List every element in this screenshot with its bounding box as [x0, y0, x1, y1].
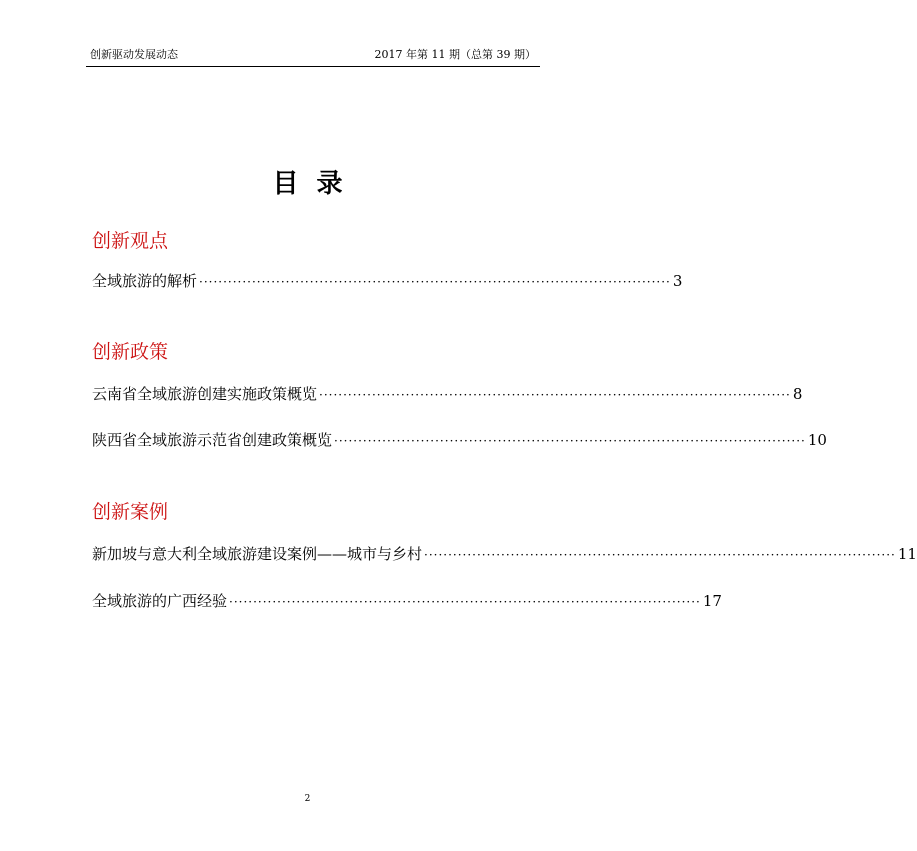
toc-entry-page: 3 [672, 272, 683, 290]
section-heading-viewpoints: 创新观点 [92, 230, 169, 252]
header-issue-info: 2017 年第 11 期（总第 39 期） [374, 48, 536, 61]
toc-entry-title: 全域旅游的解析 [92, 272, 198, 290]
toc-entry-title: 云南省全域旅游创建实施政策概览 [92, 385, 318, 403]
toc-entry-title: 陕西省全域旅游示范省创建政策概览 [92, 431, 333, 449]
toc-leader-dots: ·································································································· [334, 434, 806, 448]
page-number: 2 [304, 794, 311, 804]
toc-leader-dots: ·································································································· [199, 275, 671, 289]
toc-leader-dots: ·································································································· [229, 595, 701, 609]
section-heading-cases: 创新案例 [92, 501, 169, 523]
toc-entry[interactable] [92, 383, 803, 405]
page-header [86, 44, 540, 67]
toc-title: 目录 [272, 169, 361, 199]
toc-entry[interactable] [92, 543, 917, 565]
toc-entry-page: 10 [807, 431, 827, 449]
toc-entry[interactable] [92, 270, 683, 292]
toc-entry-title: 新加坡与意大利全域旅游建设案例——城市与乡村 [92, 545, 423, 563]
toc-entry-page: 17 [702, 592, 722, 610]
toc-entry[interactable] [92, 429, 827, 451]
toc-entry[interactable] [92, 590, 722, 612]
header-publication-name: 创新驱动发展动态 [90, 48, 178, 61]
section-heading-policy: 创新政策 [92, 341, 169, 363]
toc-entry-page: 8 [792, 385, 803, 403]
toc-entry-page: 11 [897, 545, 917, 563]
toc-leader-dots: ·································································································· [319, 388, 791, 402]
toc-leader-dots: ·································································································· [424, 548, 896, 562]
toc-entry-title: 全域旅游的广西经验 [92, 592, 228, 610]
